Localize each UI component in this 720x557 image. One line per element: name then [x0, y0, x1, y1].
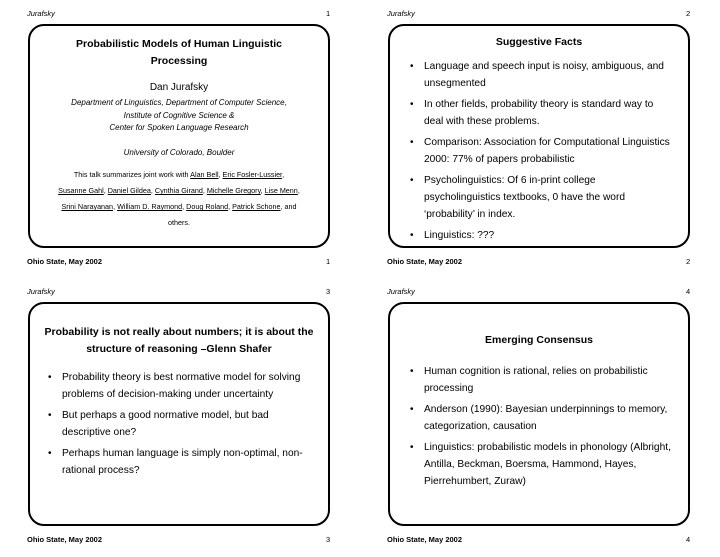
affiliation-line: Institute of Cognitive Science & [123, 110, 235, 120]
collaborator: William D. Raymond [117, 202, 183, 211]
bullet-item: • Linguistics: probabilistic models in phonology (Albright, Antilla, Beckman, Boersma, Hammond, Hayes, Pierrehumbert, Zuraw) [404, 439, 672, 490]
joint-intro: This talk summarizes joint work with [73, 170, 189, 179]
bullet-item: • But perhaps a good normative model, but bad descriptive one? [42, 407, 312, 441]
bullet-item: • Psycholinguistics: Of 6 in-print college psycholinguistics textbooks, 0 have the word ‘probability’ in index. [404, 172, 672, 223]
author-name: Dan Jurafsky [149, 82, 209, 93]
slide-title: Probability is not really about numbers; it is about the structure of reasoning –Glenn Shafer [44, 326, 314, 355]
footer-number: 2 [686, 257, 691, 266]
affiliation-line: Center for Spoken Language Research [109, 123, 249, 132]
collaborator: Susanne Gahl [58, 186, 104, 195]
slide-title: Emerging Consensus [485, 334, 593, 346]
collaborator: Eric Fosler-Lussier [222, 170, 283, 179]
bullet-item: • Linguistics: ??? [404, 227, 672, 244]
slide-title: Probabilistic Models of Human Linguistic Processing [76, 38, 282, 67]
slide-frame [388, 24, 690, 248]
slide-header: Jurafsky [387, 9, 415, 18]
collaborator: Daniel Gildea [107, 186, 151, 195]
slide-frame [388, 302, 690, 526]
bullet-list [404, 363, 672, 490]
slide-number: 2 [686, 9, 691, 18]
slide-footer: Ohio State, May 2002 [387, 535, 463, 544]
bullet-list [42, 369, 312, 479]
joint-others: others. [168, 218, 190, 227]
slide-1 [0, 0, 360, 278]
slide-3 [0, 278, 360, 556]
slide-header: Jurafsky [27, 287, 55, 296]
slide-4 [360, 278, 720, 556]
slide-footer: Ohio State, May 2002 [27, 535, 103, 544]
slide-2 [360, 0, 720, 278]
slide-footer: Ohio State, May 2002 [387, 257, 463, 266]
collaborator: Cynthia Girand [154, 186, 203, 195]
affiliation-block [30, 97, 328, 135]
bullet-item: • Comparison: Association for Computational Linguistics 2000: 77% of papers probabilistic [404, 134, 672, 168]
slide-number: 4 [686, 287, 691, 296]
joint-and: and [284, 202, 297, 211]
slide-header: Jurafsky [387, 287, 415, 296]
bullet-item: • In other fields, probability theory is standard way to deal with these problems. [404, 96, 672, 130]
bullet-item: • Perhaps human language is simply non-optimal, non-rational process? [42, 445, 312, 479]
collaborators-note: This talk summarizes joint work with Alan Bell, Eric Fosler-Lussier, Susanne Gahl, Daniel Gildea, Cynthia Girand, Michelle Gregory, Lise Menn, Srini Narayanan, William D. Raymond, Doug Roland, Patrick Schone, and others. [30, 167, 328, 231]
slide-frame [28, 302, 330, 526]
collaborator: Doug Roland [186, 202, 229, 211]
bullet-item: • Language and speech input is noisy, ambiguous, and unsegmented [404, 58, 672, 92]
slide-title: Suggestive Facts [495, 36, 583, 48]
university: University of Colorado, Boulder [123, 147, 235, 157]
bullet-list [404, 58, 672, 244]
footer-number: 4 [686, 535, 691, 544]
collaborator: Alan Bell [190, 170, 219, 179]
collaborator: Patrick Schone [232, 202, 281, 211]
collaborator: Michelle Gregory [206, 186, 261, 195]
collaborator: Lise Menn [264, 186, 298, 195]
slide-header: Jurafsky [27, 9, 55, 18]
footer-number: 3 [326, 535, 331, 544]
slide-footer: Ohio State, May 2002 [27, 257, 103, 266]
affiliation-line: Department of Linguistics, Department of Computer Science, [71, 98, 287, 107]
slide-number: 3 [326, 287, 331, 296]
footer-number: 1 [326, 257, 331, 266]
bullet-item: • Anderson (1990): Bayesian underpinnings to memory, categorization, causation [404, 401, 672, 435]
slide-frame [28, 24, 330, 248]
bullet-item: • Human cognition is rational, relies on probabilistic processing [404, 363, 672, 397]
slide-number: 1 [326, 9, 331, 18]
collaborator: Srini Narayanan [61, 202, 114, 211]
bullet-item: • Probability theory is best normative model for solving problems of decision-making under uncertainty [42, 369, 312, 403]
